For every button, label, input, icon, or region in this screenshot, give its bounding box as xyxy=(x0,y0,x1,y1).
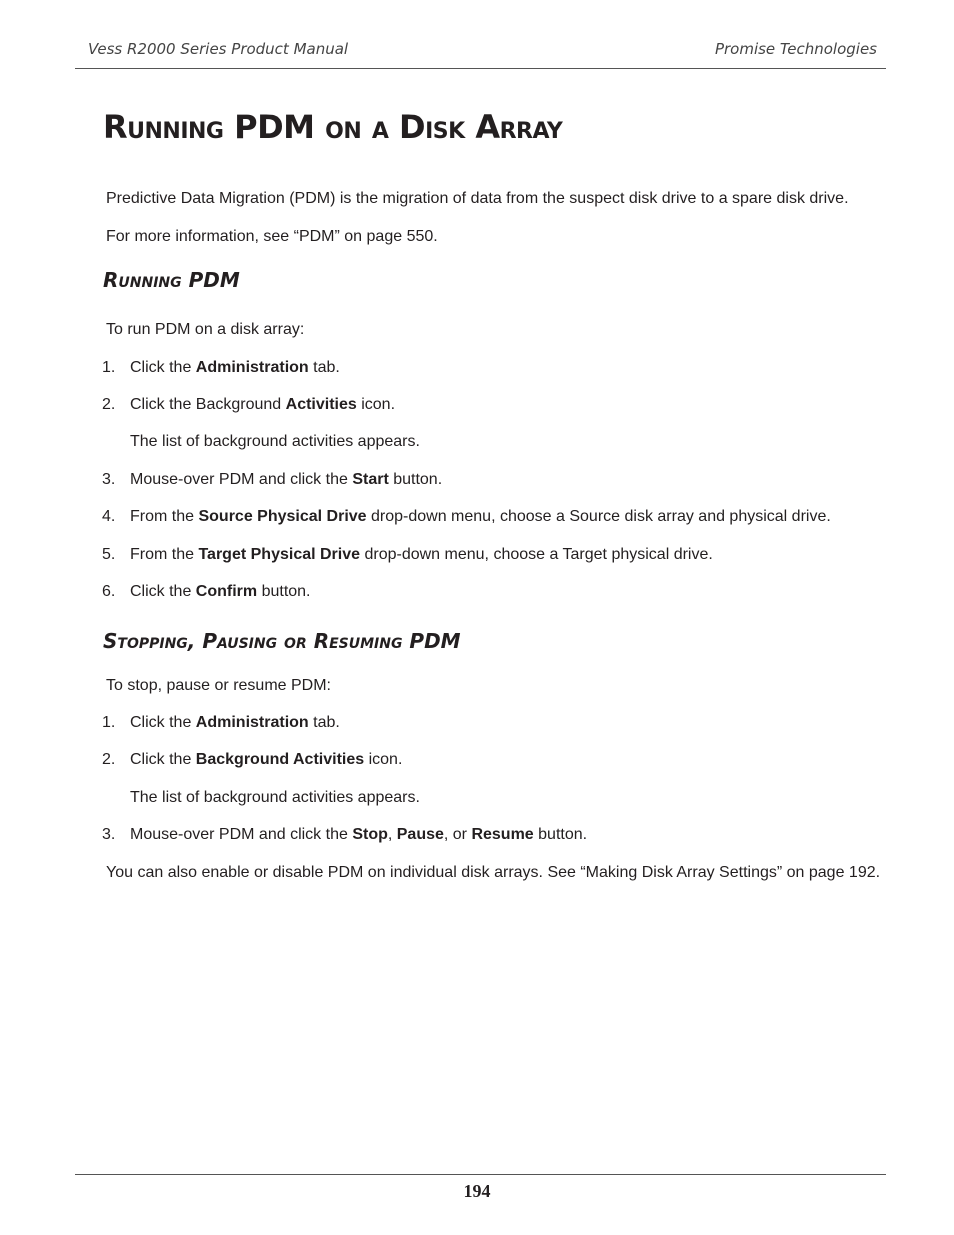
running-header-left: Vess R2000 Series Product Manual xyxy=(88,40,349,58)
ui-term: Start xyxy=(352,471,389,488)
step-text: Click the Confirm button. xyxy=(130,583,311,600)
step-number: 4. xyxy=(102,508,116,525)
step-text: From the Source Physical Drive drop-down menu, choose a Source disk array and physical drive. xyxy=(130,508,831,525)
page-title: Running PDM on a Disk Array xyxy=(103,108,563,146)
step-number: 5. xyxy=(102,546,116,563)
footer-rule xyxy=(75,1174,886,1175)
ui-term: Source Physical Drive xyxy=(198,508,367,525)
step-note: The list of background activities appears. xyxy=(130,789,420,806)
step-text: Click the Administration tab. xyxy=(130,359,340,376)
ui-term: Administration xyxy=(195,359,309,376)
header-rule xyxy=(75,68,886,69)
ui-term: Stop xyxy=(352,826,388,843)
intro-paragraph: Predictive Data Migration (PDM) is the migration of data from the suspect disk drive to a spare disk drive. xyxy=(106,190,849,207)
step-number: 3. xyxy=(102,471,116,488)
step-number: 6. xyxy=(102,583,116,600)
step-text: Click the Administration tab. xyxy=(130,714,340,731)
step-text: Mouse-over PDM and click the Start button. xyxy=(130,471,443,488)
section-heading-stopping-pdm: Stopping, Pausing or Resuming PDM xyxy=(103,629,461,653)
section-heading-running-pdm: Running PDM xyxy=(103,268,240,292)
step-number: 2. xyxy=(102,396,116,413)
ui-term: Resume xyxy=(471,826,534,843)
step-text: Click the Background Activities icon. xyxy=(130,396,396,413)
step-number: 3. xyxy=(102,826,116,843)
step-text: Mouse-over PDM and click the Stop, Pause, or Resume button. xyxy=(130,826,588,843)
step-text: Click the Background Activities icon. xyxy=(130,751,403,768)
step-text: From the Target Physical Drive drop-down menu, choose a Target physical drive. xyxy=(130,546,713,563)
section2-lead: To stop, pause or resume PDM: xyxy=(106,677,331,694)
ui-term: Administration xyxy=(195,714,309,731)
step-number: 1. xyxy=(102,714,116,731)
ui-term: Activities xyxy=(285,396,357,413)
section1-lead: To run PDM on a disk array: xyxy=(106,321,305,338)
ui-term: Pause xyxy=(396,826,444,843)
step-number: 1. xyxy=(102,359,116,376)
intro-reference: For more information, see “PDM” on page 550. xyxy=(106,228,438,245)
closing-paragraph: You can also enable or disable PDM on individual disk arrays. See “Making Disk Array Settings” on page 192. xyxy=(106,864,881,881)
ui-term: Target Physical Drive xyxy=(198,546,361,563)
page-number: 194 xyxy=(463,1181,491,1201)
ui-term: Background Activities xyxy=(195,751,365,768)
running-header-right: Promise Technologies xyxy=(714,40,877,58)
step-note: The list of background activities appears. xyxy=(130,433,420,450)
step-number: 2. xyxy=(102,751,116,768)
ui-term: Confirm xyxy=(195,583,258,600)
